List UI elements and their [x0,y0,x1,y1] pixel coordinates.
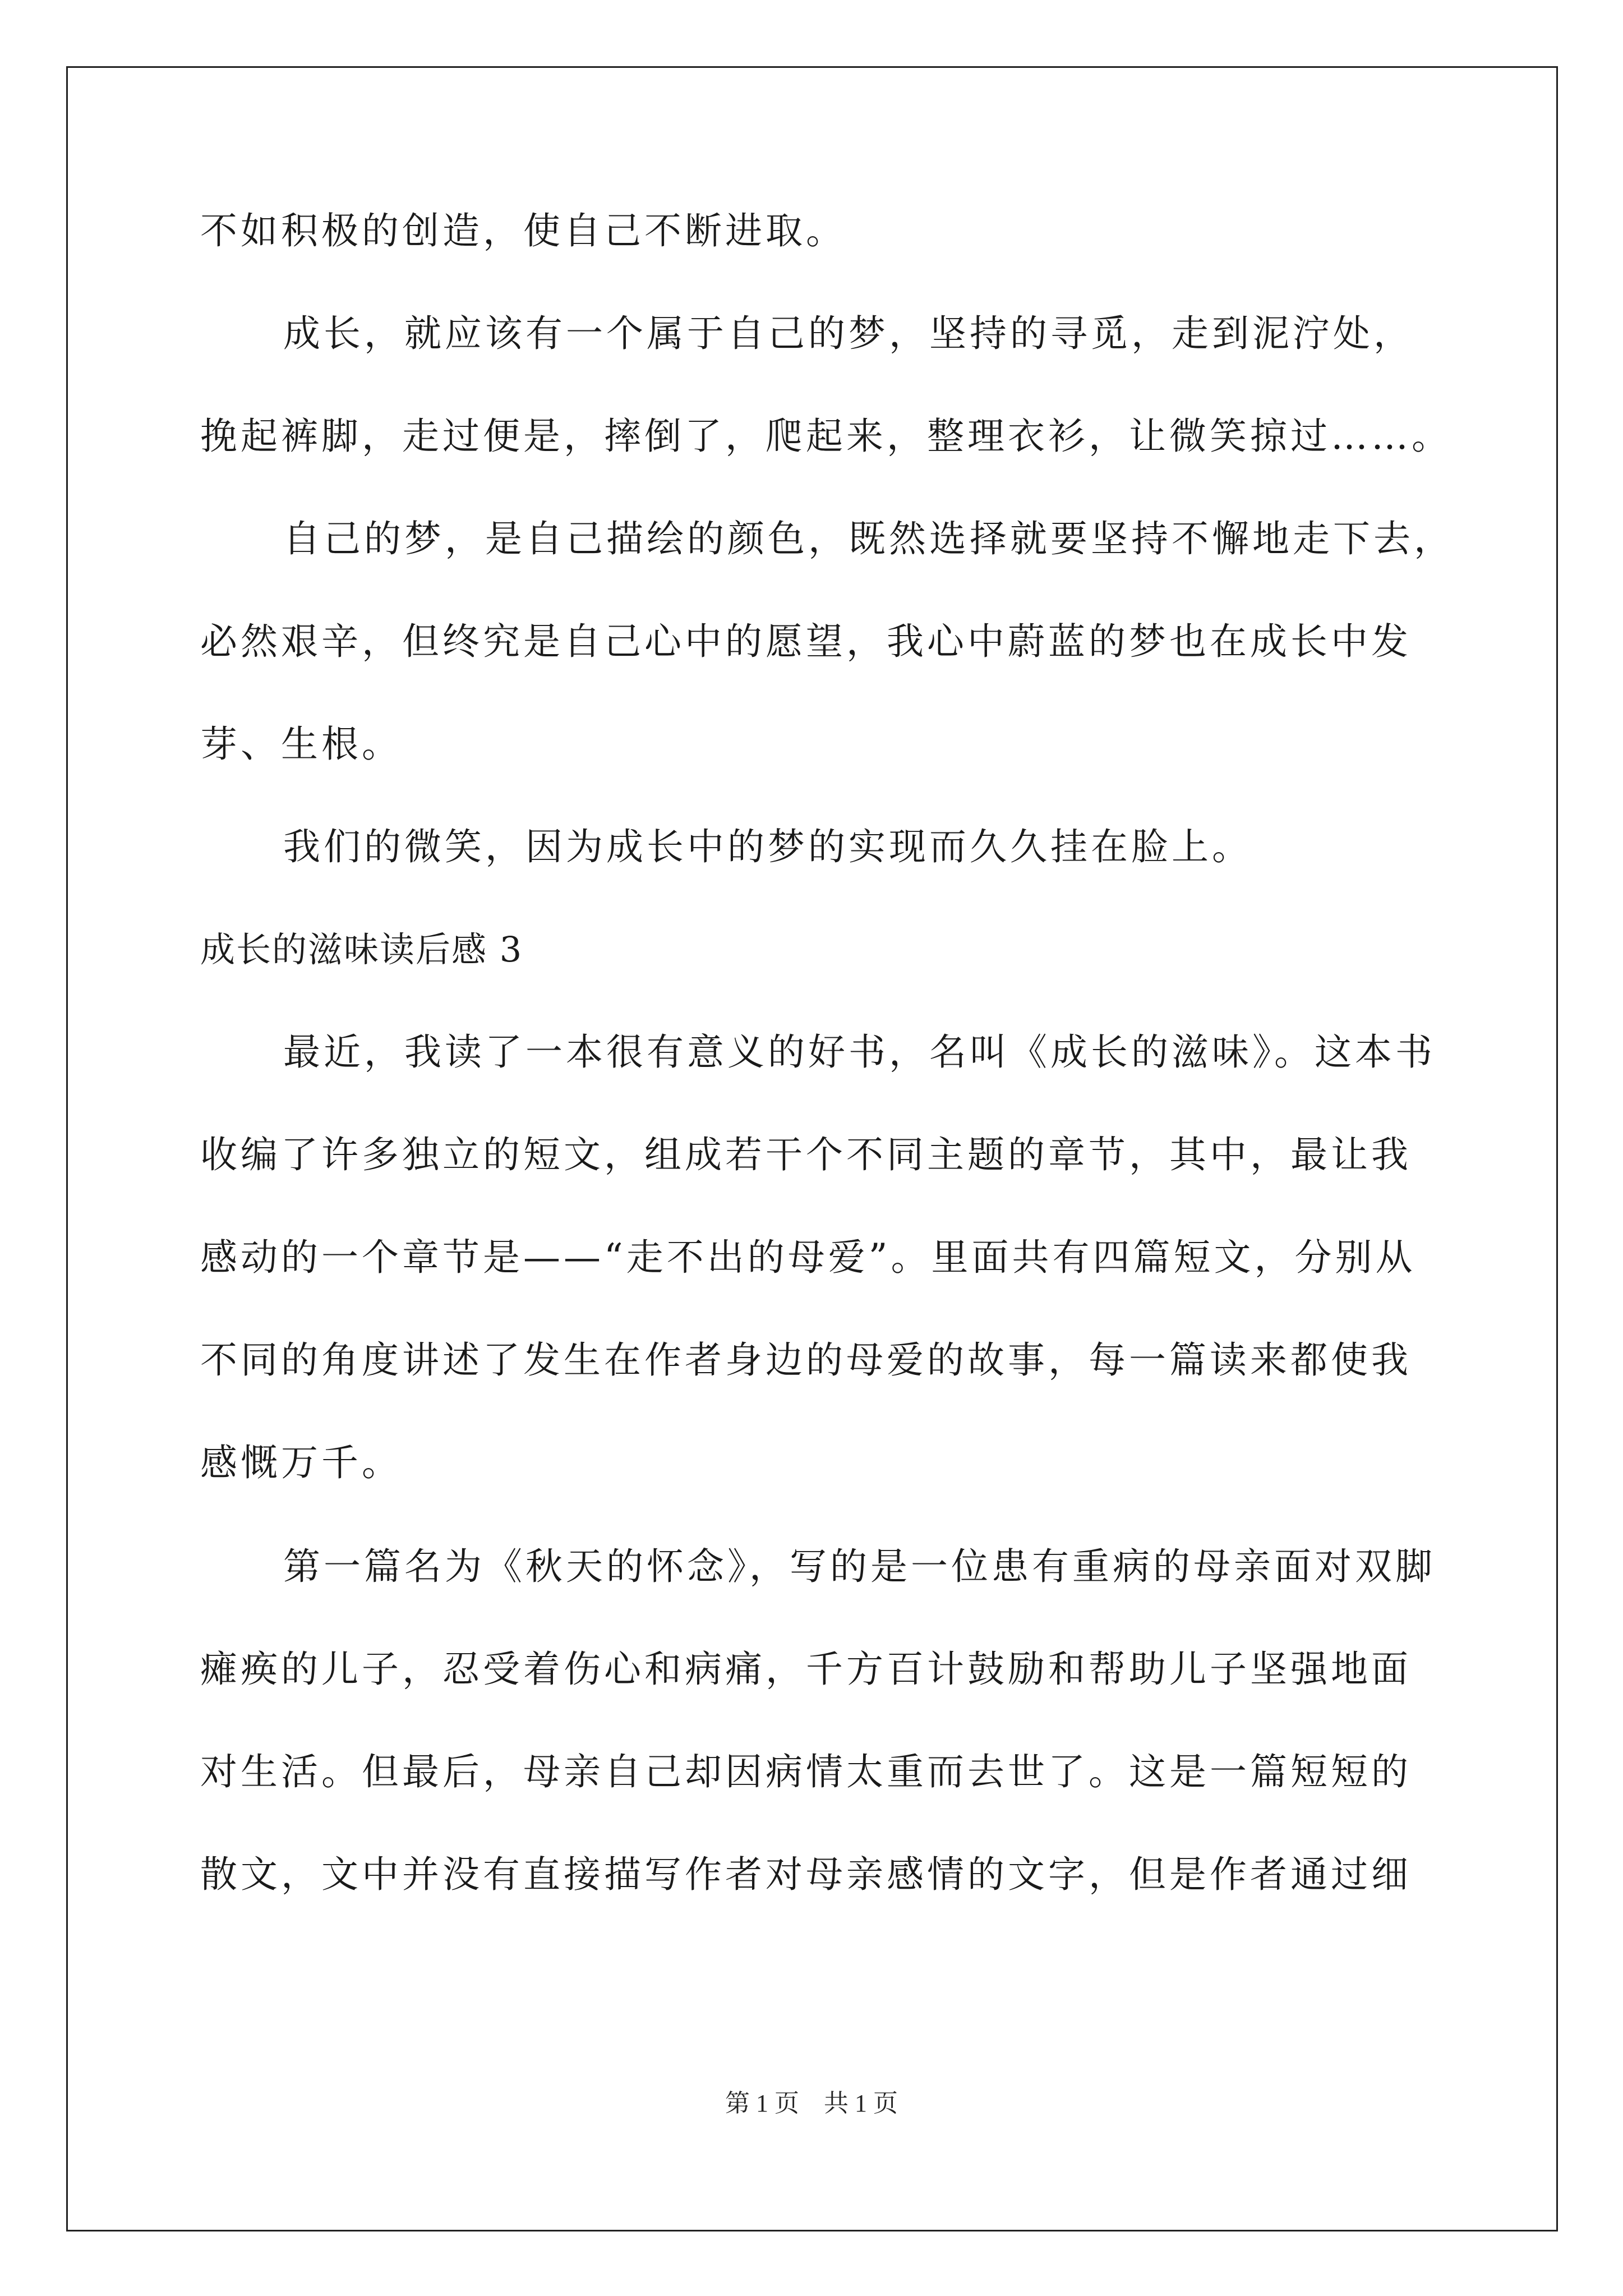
text-line: 不如积极的创造，使自己不断进取。 [200,209,846,252]
paragraph-start: 第一篇名为《秋天的怀念》，写的是一位患有重病的母亲面对双脚 [283,1545,1436,1588]
section-heading: 成长的滋味读后感 3 [200,929,523,970]
paragraph-start: 我们的微笑，因为成长中的梦的实现而久久挂在脸上。 [283,825,1252,868]
paragraph-start: 最近，我读了一本很有意义的好书，名叫《成长的滋味》。这本书 [283,1030,1436,1074]
paragraph-start: 成长，就应该有一个属于自己的梦，坚持的寻觅，走到泥泞处， [283,312,1414,355]
text-line: 挽起裤脚，走过便是，摔倒了，爬起来，整理衣衫，让微笑掠过……。 [200,415,1452,458]
text-line: 不同的角度讲述了发生在作者身边的母爱的故事，每一篇读来都使我 [200,1338,1412,1382]
text-line: 对生活。但最后，母亲自己却因病情太重而去世了。这是一篇短短的 [200,1750,1412,1793]
page-footer: 第 1 页 共 1 页 [725,2090,898,2117]
text-line: 瘫痪的儿子，忍受着伤心和病痛，千方百计鼓励和帮助儿子坚强地面 [200,1648,1412,1691]
paragraph-start: 自己的梦，是自己描绘的颜色，既然选择就要坚持不懈地走下去， [283,517,1454,560]
text-line: 芽、生根。 [200,723,402,766]
text-line: 感慨万千。 [200,1441,402,1484]
text-line: 必然艰辛，但终究是自己心中的愿望，我心中蔚蓝的梦也在成长中发 [200,620,1412,663]
text-line: 感动的一个章节是——“走不出的母爱”。里面共有四篇短文，分别从 [200,1236,1416,1279]
text-line: 收编了许多独立的短文，组成若干个不同主题的章节，其中，最让我 [200,1133,1412,1176]
text-line: 散文，文中并没有直接描写作者对母亲感情的文字，但是作者通过细 [200,1853,1412,1896]
